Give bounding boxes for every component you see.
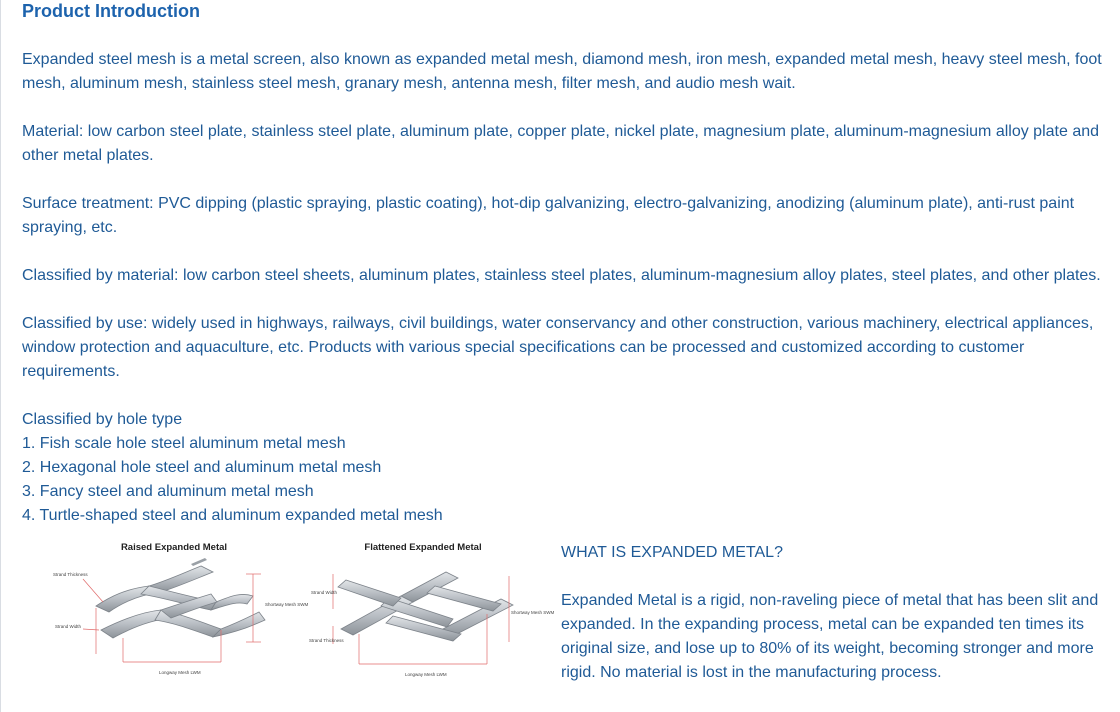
- flattened-diagram-title: Flattened Expanded Metal: [364, 542, 482, 553]
- raised-strand-thickness-label: Strand Thickness: [53, 572, 88, 577]
- what-is-body: Expanded Metal is a rigid, non-raveling piece of metal that has been slit and expanded. In the expanding process, metal can be expanded ten times its original size, and lose up to 80% of its weight, becoming stronger and more rigid. No material is lost in the manufacturing process.: [561, 592, 1099, 681]
- flattened-shortway-label: Shortway Mesh SWM: [511, 610, 555, 615]
- list-item: 2. Hexagonal hole steel and aluminum metal mesh: [22, 459, 382, 476]
- list-item: 1. Fish scale hole steel aluminum metal mesh: [22, 435, 346, 452]
- list-item: 3. Fancy steel and aluminum metal mesh: [22, 483, 314, 500]
- flattened-strand-thickness-label: Strand Thickness: [309, 638, 344, 643]
- what-is-expanded-metal: [561, 541, 1106, 685]
- raised-longway-label: Longway Mesh LWM: [159, 670, 201, 675]
- material-paragraph: Material: low carbon steel plate, stainless steel plate, aluminum plate, copper plate, nickel plate, magnesium plate, aluminum-magnesium alloy plate and other metal plates.: [22, 123, 1100, 164]
- intro-paragraph: Expanded steel mesh is a metal screen, also known as expanded metal mesh, diamond mesh, iron mesh, expanded metal mesh, heavy steel mesh, foot mesh, aluminum mesh, stainless steel mesh, granary mesh, antenna mesh, filter mesh, and audio mesh wait.: [22, 51, 1102, 92]
- flattened-longway-label: Longway Mesh LWM: [405, 672, 447, 677]
- what-is-heading: WHAT IS EXPANDED METAL?: [561, 544, 783, 561]
- expanded-metal-diagram: [41, 534, 555, 694]
- raised-mesh-illustration: [91, 558, 265, 638]
- flattened-strand-width-label: Strand Width: [311, 590, 338, 595]
- page-title: Product Introduction: [22, 1, 200, 21]
- classified-by-use-paragraph: Classified by use: widely used in highways, railways, civil buildings, water conservancy and other construction, various machinery, electrical appliances, window protection and aquaculture, etc. Products with various special specifications can be processed and customized according to customer requirements.: [22, 315, 1094, 380]
- raised-strand-width-label: Strand Width: [55, 624, 82, 629]
- hole-type-list: [22, 408, 443, 528]
- surface-treatment-paragraph: Surface treatment: PVC dipping (plastic spraying, plastic coating), hot-dip galvanizing, electro-galvanizing, anodizing (aluminum plate), anti-rust paint spraying, etc.: [22, 195, 1075, 236]
- hole-type-heading: Classified by hole type: [22, 411, 183, 428]
- classified-by-material-paragraph: Classified by material: low carbon steel sheets, aluminum plates, stainless steel plates, aluminum-magnesium alloy plates, steel plates, and other plates.: [22, 267, 1101, 284]
- raised-shortway-label: Shortway Mesh SWM: [265, 602, 309, 607]
- list-item: 4. Turtle-shaped steel and aluminum expanded metal mesh: [22, 507, 443, 524]
- raised-diagram-title: Raised Expanded Metal: [120, 542, 228, 553]
